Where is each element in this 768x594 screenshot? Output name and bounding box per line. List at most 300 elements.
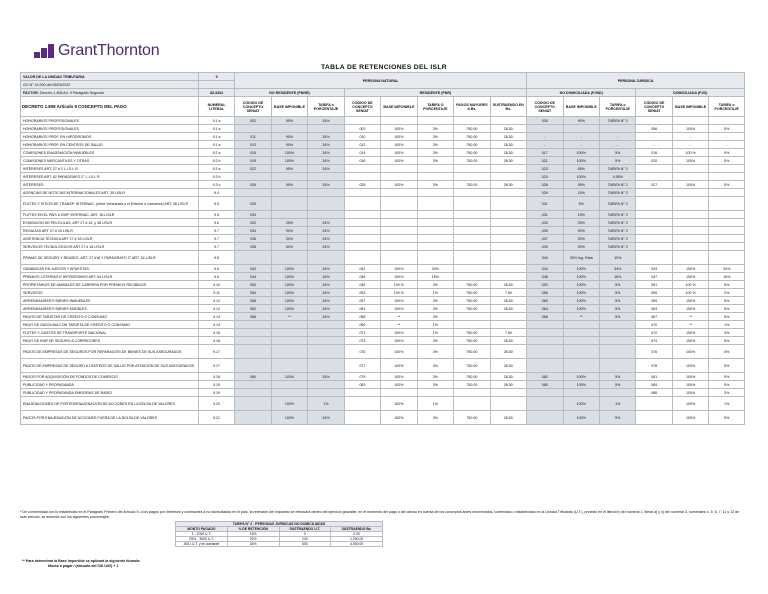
tarifa-2-cell: 1 - 2000 U.T. (176, 532, 228, 537)
value-cell: 10% (599, 251, 635, 265)
value-cell: 28.50 (490, 411, 526, 425)
value-cell: 084 (636, 381, 672, 389)
value-cell (454, 389, 490, 397)
value-cell (235, 189, 271, 197)
value-cell: 9.16 (198, 337, 234, 345)
concept-cell: SERVICIOS TECNOLÓGICOS ART 27 # 16 LISLR (21, 243, 199, 251)
value-cell: 041 (344, 265, 380, 273)
value-cell (271, 381, 307, 389)
table-row (21, 181, 745, 189)
value-cell: 90% (271, 227, 307, 235)
value-cell: 002 (344, 125, 380, 133)
value-cell (672, 197, 708, 211)
value-cell: 50% (271, 243, 307, 251)
value-cell: 15% (563, 211, 599, 219)
value-cell (636, 173, 672, 181)
value-cell: 069 (344, 321, 380, 329)
value-cell: ** (381, 321, 417, 329)
value-cell (308, 251, 344, 265)
value-cell: 100% (563, 281, 599, 289)
value-cell (563, 345, 599, 359)
value-cell: 28.50 (490, 305, 526, 313)
value-cell (490, 235, 526, 243)
value-cell: 100% (271, 157, 307, 165)
value-cell: 063 (636, 305, 672, 313)
value-cell: 9.1 a (198, 133, 234, 141)
value-cell: 3% (417, 157, 453, 165)
concept-cell: PUBLICIDAD Y PROPAGANDA EMISORAS DE RADIO (21, 389, 199, 397)
value-cell (672, 189, 708, 197)
value-cell: 100% (381, 273, 417, 281)
value-cell: 34% (308, 289, 344, 297)
concept-cell: EXHIBICIÓN DE PELÍCULAS, ART 27 # 15, y 38 LISLR (21, 219, 199, 227)
value-cell (490, 265, 526, 273)
value-cell: 077 (344, 359, 380, 373)
table-row (21, 251, 745, 265)
column-header: BASE IMPONIBLE (381, 97, 417, 117)
value-cell: 5% (709, 373, 745, 381)
value-cell (344, 251, 380, 265)
value-cell: 100% (381, 329, 417, 337)
value-cell: TARIFA N° 2 (599, 227, 635, 235)
value-cell: 1% (599, 397, 635, 411)
value-cell: 046 (344, 273, 380, 281)
table-row (21, 337, 745, 345)
value-cell: - (599, 133, 635, 141)
value-cell: 9.4 (198, 189, 234, 197)
value-cell (271, 197, 307, 211)
value-cell: 9.2 a (198, 149, 234, 157)
value-cell: 100 % (672, 281, 708, 289)
value-cell: 28.50 (490, 297, 526, 305)
value-cell: 1% (417, 329, 453, 337)
value-cell (490, 219, 526, 227)
value-cell (527, 345, 563, 359)
concept-cell: INTERESES ART. 27 # 2 L.I.S.L.R. (21, 165, 199, 173)
table-row (21, 243, 745, 251)
value-cell (454, 219, 490, 227)
value-cell: 750.00 (454, 337, 490, 345)
table-row (21, 289, 745, 297)
factor-value: 83.3334 (198, 89, 234, 97)
value-cell: 035 (527, 227, 563, 235)
value-cell (636, 227, 672, 235)
value-cell: ** (672, 321, 708, 329)
concept-cell: PAGOS DE EMPRESAS DE SEGUROS POR REPARACIÓN DE BIENES DE SUS ASEGURADOS (21, 345, 199, 359)
value-cell (417, 197, 453, 211)
value-cell: 100% (381, 305, 417, 313)
value-cell: 100% (271, 411, 307, 425)
value-cell: 5% (709, 359, 745, 373)
value-cell: 3% (709, 329, 745, 337)
value-cell (636, 165, 672, 173)
value-cell (490, 273, 526, 281)
value-cell: 100% (672, 181, 708, 189)
value-cell: 078 (636, 359, 672, 373)
value-cell (454, 235, 490, 243)
value-cell: 750.00 (454, 289, 490, 297)
value-cell: - (709, 141, 745, 149)
value-cell: - (527, 133, 563, 141)
concept-cell: SERVICIOS (21, 289, 199, 297)
value-cell: 90% (271, 141, 307, 149)
value-cell: 750.00 (454, 157, 490, 165)
table-row (21, 133, 745, 141)
value-cell (636, 411, 672, 425)
value-cell: 100% (271, 397, 307, 411)
value-cell (308, 345, 344, 359)
concept-cell: ARRENDAMIENTO BIENES INMUEBLES (21, 297, 199, 305)
value-cell (454, 273, 490, 281)
value-cell: 061 (344, 305, 380, 313)
value-cell (344, 411, 380, 425)
value-cell: 5% (709, 381, 745, 389)
table-row (21, 125, 745, 133)
value-cell (490, 227, 526, 235)
value-cell: 100% (271, 289, 307, 297)
value-cell (599, 389, 635, 397)
value-cell (636, 235, 672, 243)
value-cell: 1% (417, 321, 453, 329)
value-cell: 34% (308, 235, 344, 243)
value-cell (527, 389, 563, 397)
value-cell: 100 % (672, 289, 708, 297)
tarifa-2-cell: 3001 U.T. y en adelante (176, 542, 228, 547)
value-cell: 074 (636, 337, 672, 345)
value-cell: 100% (271, 373, 307, 381)
value-cell: 056 (636, 125, 672, 133)
value-cell (417, 389, 453, 397)
value-cell (563, 321, 599, 329)
value-cell: 30% Ing. Rata (563, 251, 599, 265)
value-cell: 072 (636, 329, 672, 337)
value-cell: - (636, 133, 672, 141)
value-cell: 5% (599, 381, 635, 389)
value-cell (454, 197, 490, 211)
value-cell: 014 (344, 149, 380, 157)
value-cell: 032 (235, 219, 271, 227)
ut-label: VALOR DE LA UNIDAD TRIBUTARIA (21, 73, 199, 81)
value-cell: 100% (381, 265, 417, 273)
value-cell (235, 359, 271, 373)
value-cell: 9.14 (198, 321, 234, 329)
value-cell (344, 197, 380, 211)
value-cell: 5% (709, 181, 745, 189)
value-cell: 037 (527, 235, 563, 243)
value-cell (709, 251, 745, 265)
value-cell: 100% (381, 297, 417, 305)
value-cell: 100% (381, 157, 417, 165)
value-cell (709, 117, 745, 125)
brand-name: GrantThornton (58, 42, 160, 59)
tarifa-2-cell: 500 (279, 542, 331, 547)
value-cell: 100% (672, 305, 708, 313)
value-cell: 025 (344, 181, 380, 189)
value-cell: 95% (563, 165, 599, 173)
value-cell: 030 (235, 197, 271, 211)
page-title: TABLA DE RETENCIONES DEL ISLR (320, 64, 447, 71)
value-cell: 100% (563, 381, 599, 389)
value-cell (709, 173, 745, 181)
value-cell: 3% (417, 345, 453, 359)
value-cell: 25% (563, 219, 599, 227)
value-cell: 100% (672, 329, 708, 337)
value-cell (381, 219, 417, 227)
table-row (21, 173, 745, 181)
value-cell: 5% (599, 313, 635, 321)
value-cell: 100% (271, 305, 307, 313)
tarifa-2-title: TARIFA N° 2 - PERSONAS JURÍDICAS NO DOMICILIADAS (176, 522, 383, 527)
value-cell: 34% (308, 133, 344, 141)
value-cell (563, 359, 599, 373)
value-cell (527, 397, 563, 411)
value-cell: 5% (709, 157, 745, 165)
formula-title: ** Para determinar la Base Imponible se aplicará la siguiente fórmula: (22, 559, 141, 563)
value-cell: 002 (235, 117, 271, 125)
value-cell (308, 125, 344, 133)
value-cell: 100% (672, 381, 708, 389)
value-cell: 9.19 (198, 381, 234, 389)
value-cell (381, 389, 417, 397)
value-cell: 3% (417, 305, 453, 313)
value-cell (417, 219, 453, 227)
value-cell (454, 397, 490, 411)
value-cell: 28.50 (490, 149, 526, 157)
value-cell (271, 251, 307, 265)
value-cell: 9.8 (198, 251, 234, 265)
column-header: BASE IMPONIBLE (271, 97, 307, 117)
value-cell: 28.50 (490, 337, 526, 345)
value-cell: 9.3 b (198, 173, 234, 181)
value-cell: 100% (672, 359, 708, 373)
tarifa-2-cell: 1,260.00 (331, 537, 383, 542)
concept-cell: PAGOS POR ENAJENACIÓN DE ACCIONES FUERA DE LA BOLSA DE VALORES (21, 411, 199, 425)
value-cell: 100% (381, 359, 417, 373)
value-cell (454, 117, 490, 125)
concept-cell: PAGOS DE EMPRESAS DE SEGURO A CENTROS DE SALUD POR ATENCIÓN DE SUS ASEGURADOS (21, 359, 199, 373)
tarifa-2-cell: 4,500.00 (331, 542, 383, 547)
value-cell: 28.50 (490, 373, 526, 381)
value-cell (599, 359, 635, 373)
concept-cell: HONORARIOS PROF. EN CENTROS DE SALUD (21, 141, 199, 149)
value-cell: 5% (709, 125, 745, 133)
value-cell (417, 243, 453, 251)
value-cell (709, 227, 745, 235)
value-cell: 057 (344, 297, 380, 305)
value-cell: - (709, 133, 745, 141)
value-cell (417, 211, 453, 219)
value-cell (308, 389, 344, 397)
concept-cell: PROPIETARIOS DE ANIMALES DE CARRERA POR PREMIOS RECIBIDOS (21, 281, 199, 289)
value-cell: 044 (527, 265, 563, 273)
value-cell: 5% (709, 411, 745, 425)
value-cell: 16% (308, 273, 344, 281)
value-cell: 100% (271, 149, 307, 157)
value-cell (454, 227, 490, 235)
tarifa-2-cell: 22% (227, 537, 279, 542)
value-cell: 5% (709, 345, 745, 359)
tarifa-2-cell: 0.00 (331, 532, 383, 537)
value-cell: 100% (672, 389, 708, 397)
value-cell: 100% (381, 381, 417, 389)
value-cell: 100% (672, 345, 708, 359)
value-cell (235, 329, 271, 337)
value-cell (271, 173, 307, 181)
value-cell (381, 251, 417, 265)
value-cell (490, 173, 526, 181)
value-cell: TARIFA N° 2 (599, 189, 635, 197)
concept-cell: FLETES Y SITIOS DE TRANSP. INTERNAC. (entre Venezuela y el Exterior o viceversa) ART. 36 LISLR (21, 197, 199, 211)
value-cell: 3% (417, 373, 453, 381)
value-cell: 100% (563, 157, 599, 165)
concept-cell: AGENCIAS DE NOTICIAS INTERNACIONALES ART. 35 LISLR (21, 189, 199, 197)
value-cell: 9.6 (198, 219, 234, 227)
value-cell: 5% (599, 411, 635, 425)
value-cell (454, 321, 490, 329)
value-cell: 9.7 (198, 235, 234, 243)
value-cell: 027 (636, 181, 672, 189)
table-row (21, 117, 745, 125)
value-cell: 028 (527, 181, 563, 189)
footnote: * De conformidad con lo establecido en el Parágrafo Primero del Artículo 9, a los pagos por intereses y comisiones a no domiciliados en el país, la retención del impuesto se efectuará dentro del ejercicio gravable, en el momento del pago o del abono en cuenta de los conceptos antes enumerados, contenidos o establecidos en la Unidad Tributaria (U.T.), previsto en el literal b) del numeral 1, literal a) y c) del numeral 3, numerales 4, 5, 6, 7, 11 y 13 de este artículo, se acuerde con los siguientes porcentajes: (20, 510, 740, 519)
ut-source: GO N° 42.000 del 09/03/2022 (21, 81, 199, 89)
residente-header: RESIDENTE (PNR) (344, 89, 526, 97)
value-cell (235, 381, 271, 389)
value-cell (271, 329, 307, 337)
column-header: BASE IMPONIBLE (672, 97, 708, 117)
value-cell: 9.11 (198, 289, 234, 297)
value-cell: 90% (271, 117, 307, 125)
value-cell (599, 321, 635, 329)
value-cell (636, 251, 672, 265)
value-cell: 071 (344, 329, 380, 337)
value-cell: ** (563, 313, 599, 321)
value-cell (417, 251, 453, 265)
value-cell: 750.00 (454, 297, 490, 305)
value-cell: 018 (344, 157, 380, 165)
value-cell (344, 235, 380, 243)
value-cell: 100% (563, 297, 599, 305)
value-cell (563, 337, 599, 345)
table-row (21, 265, 745, 273)
value-cell (454, 189, 490, 197)
value-cell: 029 (527, 189, 563, 197)
table-row (21, 297, 745, 305)
value-cell (527, 359, 563, 373)
value-cell: ** (271, 313, 307, 321)
value-cell: 3% (417, 313, 453, 321)
value-cell: 051 (636, 281, 672, 289)
table-row (21, 273, 745, 281)
value-cell: 95% (563, 181, 599, 189)
value-cell (490, 313, 526, 321)
column-header: BASE IMPONIBLE (563, 97, 599, 117)
value-cell (709, 197, 745, 211)
value-cell: 34% (308, 373, 344, 381)
value-cell: 9.5 (198, 197, 234, 211)
concept-cell: FLETES Y GASTOS DE TRANSPORTE NACIONAL (21, 329, 199, 337)
value-cell: 15% (563, 189, 599, 197)
value-cell: 90% (563, 227, 599, 235)
ut-value: 9 (198, 73, 234, 81)
value-cell: 34% (308, 227, 344, 235)
value-cell (709, 189, 745, 197)
value-cell: 100 % (672, 149, 708, 157)
table-row (21, 157, 745, 165)
value-cell (709, 243, 745, 251)
value-cell: 047 (636, 273, 672, 281)
value-cell: 4,95% (599, 173, 635, 181)
table-row (21, 141, 745, 149)
value-cell (271, 389, 307, 397)
value-cell: 28.50 (490, 133, 526, 141)
value-cell (672, 219, 708, 227)
value-cell: 9.3 c (198, 181, 234, 189)
value-cell: 34% (308, 281, 344, 289)
grant-thornton-logo-icon (34, 44, 54, 58)
value-cell: 049 (344, 281, 380, 289)
value-cell: 058 (235, 297, 271, 305)
tarifa-2-header: SUSTRAENDO U.T. (279, 527, 331, 532)
value-cell: 5% (709, 313, 745, 321)
value-cell: 020 (636, 157, 672, 165)
value-cell: 750.00 (454, 281, 490, 289)
value-cell: 34% (308, 297, 344, 305)
value-cell (454, 265, 490, 273)
value-cell (381, 173, 417, 181)
value-cell (454, 165, 490, 173)
value-cell (344, 117, 380, 125)
value-cell (308, 321, 344, 329)
value-cell: 28.50 (490, 141, 526, 149)
column-header: PAGOS MAYORES A Bs. (454, 97, 490, 117)
value-cell: 34% (308, 219, 344, 227)
value-cell: 9.13 (198, 305, 234, 313)
value-cell: 5% (709, 281, 745, 289)
value-cell (563, 125, 599, 133)
value-cell: 031 (527, 197, 563, 211)
value-cell: 100% (381, 141, 417, 149)
table-row (21, 219, 745, 227)
value-cell (381, 243, 417, 251)
table-row (21, 149, 745, 157)
value-cell: 16% (599, 273, 635, 281)
value-cell: 065 (344, 313, 380, 321)
concept-cell: ASISTENCIA TÉCNICA ART 27 # 16 LISLR (21, 235, 199, 243)
value-cell: 026 (235, 181, 271, 189)
value-cell (454, 251, 490, 265)
table-row (21, 345, 745, 359)
concept-cell: PAGO DE GASOLINA CON TARJETA DE CRÉDITO O CONSUMO (21, 321, 199, 329)
value-cell (235, 321, 271, 329)
value-cell: 064 (527, 305, 563, 313)
value-cell (235, 397, 271, 411)
value-cell: 067 (636, 313, 672, 321)
value-cell: 086 (636, 389, 672, 397)
tarifa-2-cell: 140 (279, 537, 331, 542)
value-cell (672, 235, 708, 243)
value-cell (308, 197, 344, 211)
tarifa-2-cell: 2001 - 3000 U.T. (176, 537, 228, 542)
concept-cell: PUBLICIDAD Y PROPAGANDA (21, 381, 199, 389)
value-cell: TARIFA N° 2 (599, 235, 635, 243)
concept-cell: HONORARIOS PROFESIONALES (21, 125, 199, 133)
value-cell: 100% (672, 273, 708, 281)
value-cell: 9.17 (198, 345, 234, 359)
value-cell: 28.50 (490, 345, 526, 359)
value-cell: 021 (527, 157, 563, 165)
value-cell: 95% (271, 165, 307, 173)
